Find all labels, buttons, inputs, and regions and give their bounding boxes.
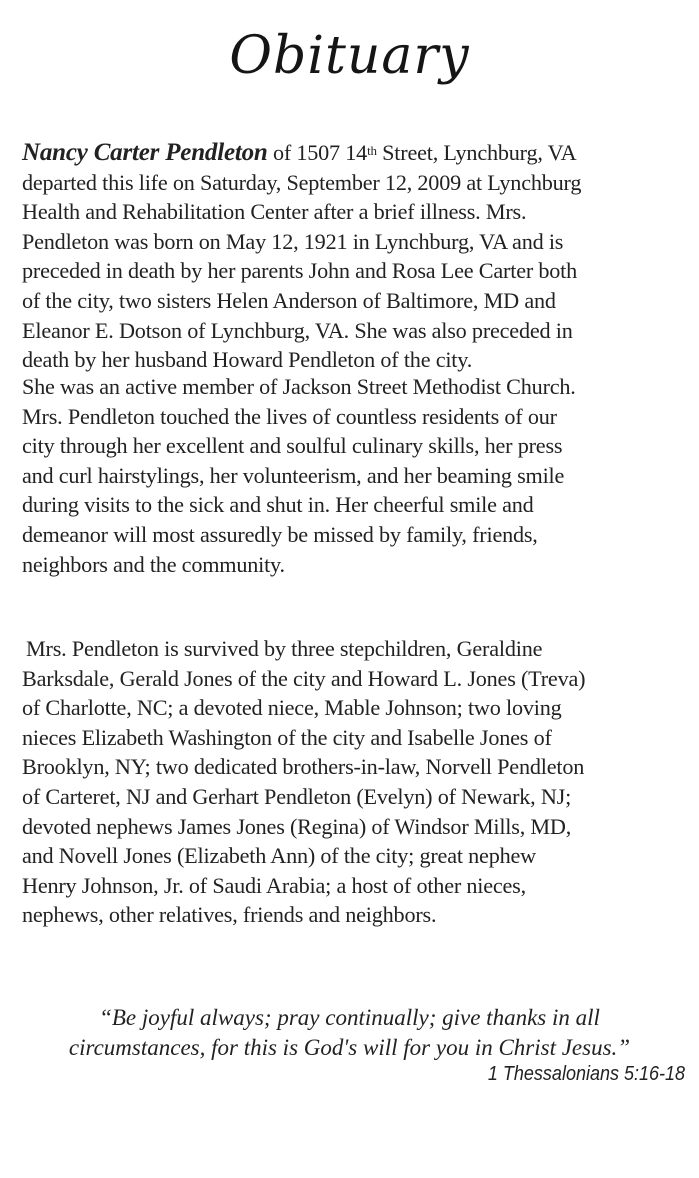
paragraph-line: neighbors and the community.: [22, 551, 285, 577]
paragraph-line: preceded in death by her parents John and Rosa Lee Carter both: [22, 258, 578, 284]
paragraph-line: departed this life on Saturday, September 12, 2009 at Lynchburg: [22, 169, 582, 195]
paragraph-line: demeanor will most assuredly be missed by family, friends,: [22, 521, 538, 547]
paragraph-line: of the city, two sisters Helen Anderson of Baltimore, MD and: [22, 287, 556, 313]
scripture-quote: [0, 1003, 699, 1063]
paragraph-line: city through her excellent and soulful culinary skills, her press: [22, 433, 563, 459]
paragraph-line: of Carteret, NJ and Gerhart Pendleton (Evelyn) of Newark, NJ;: [22, 783, 572, 809]
paragraph-line: Barksdale, Gerald Jones of the city and Howard L. Jones (Treva): [22, 665, 586, 691]
paragraph-line: during visits to the sick and shut in. Her cheerful smile and: [22, 492, 534, 518]
quote-line: “Be joyful always; pray continually; give thanks in all: [99, 1005, 600, 1030]
paragraph-line: and Novell Jones (Elizabeth Ann) of the city; great nephew: [22, 843, 536, 869]
deceased-name: Nancy Carter Pendleton: [22, 139, 268, 166]
paragraph-survivors: [22, 634, 682, 930]
paragraph-line: Henry Johnson, Jr. of Saudi Arabia; a host of other nieces,: [22, 872, 526, 898]
paragraph-line: nieces Elizabeth Washington of the city and Isabelle Jones of: [22, 724, 552, 750]
paragraph-line: Mrs. Pendleton touched the lives of countless residents of our: [22, 403, 557, 429]
paragraph-line: death by her husband Howard Pendleton of the city.: [22, 347, 473, 373]
paragraph-line: and curl hairstylings, her volunteerism, and her beaming smile: [22, 462, 565, 488]
paragraph-biography: [22, 138, 682, 375]
paragraph-line: She was an active member of Jackson Street Methodist Church.: [22, 374, 576, 399]
paragraph-line: Eleanor E. Dotson of Lynchburg, VA. She was also preceded in: [22, 317, 573, 343]
paragraph-life: [22, 372, 682, 579]
quote-line: circumstances, for this is God's will for you in Christ Jesus.”: [68, 1035, 631, 1060]
paragraph-line: nephews, other relatives, friends and neighbors.: [22, 902, 437, 928]
paragraph-line: Mrs. Pendleton is survived by three stepchildren, Geraldine: [26, 636, 543, 661]
paragraph-line: Nancy Carter Pendleton of 1507 14th Street, Lynchburg, VA: [22, 139, 577, 166]
paragraph-line: devoted nephews James Jones (Regina) of Windsor Mills, MD,: [22, 813, 572, 839]
paragraph-line: of Charlotte, NC; a devoted niece, Mable Johnson; two loving: [22, 695, 562, 721]
paragraph-line: Brooklyn, NY; two dedicated brothers-in-law, Norvell Pendleton: [22, 754, 585, 780]
scripture-citation: 1 Thessalonians 5:16-18: [487, 1063, 685, 1085]
paragraph-line: Pendleton was born on May 12, 1921 in Lynchburg, VA and is: [22, 228, 564, 254]
page-title: Obituary: [229, 26, 470, 86]
paragraph-line: Health and Rehabilitation Center after a brief illness. Mrs.: [22, 199, 527, 225]
